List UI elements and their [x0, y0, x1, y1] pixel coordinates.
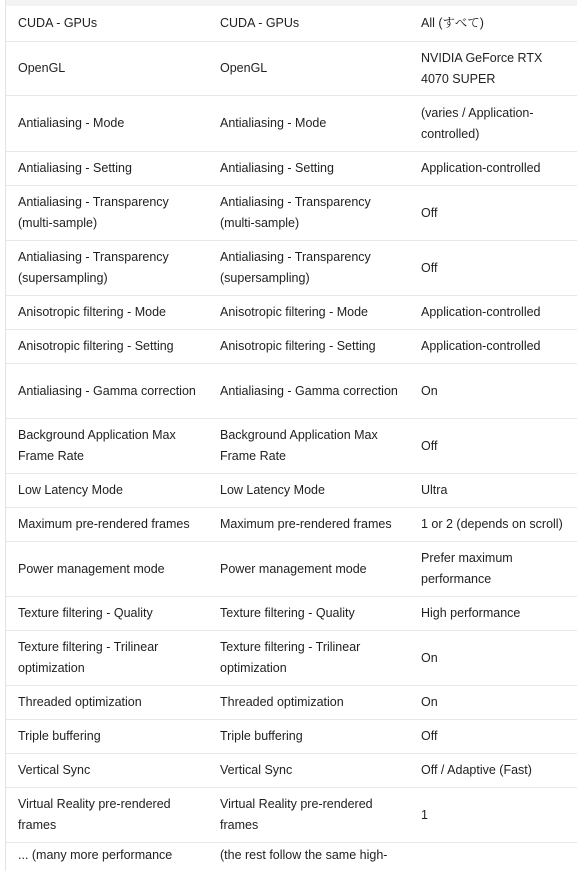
row-setting-name: Vertical Sync	[18, 763, 91, 777]
row-setting-name: OpenGL	[18, 61, 66, 75]
row-setting-name-copy: Texture filtering - Trilinear optimization	[220, 640, 361, 675]
row-setting-name-copy: CUDA - GPUs	[220, 16, 300, 30]
table-row	[6, 843, 577, 871]
table-row	[6, 330, 577, 364]
row-setting-name: Triple buffering	[18, 729, 101, 743]
row-setting-name-copy: Vertical Sync	[220, 763, 293, 777]
row-setting-name-copy: Antialiasing - Gamma correction	[220, 383, 398, 398]
table-row	[6, 754, 577, 788]
row-setting-name: Virtual Reality pre-rendered frames	[18, 797, 171, 832]
row-setting-value: Application-controlled	[421, 161, 541, 175]
row-setting-name: Texture filtering - Trilinear optimization	[18, 640, 159, 675]
row-setting-name: Texture filtering - Quality	[18, 606, 153, 620]
table-row	[6, 186, 577, 241]
row-setting-name: CUDA - GPUs	[18, 16, 98, 30]
row-setting-value: Ultra	[421, 483, 448, 497]
row-setting-name: Anisotropic filtering - Mode	[18, 305, 166, 319]
row-setting-name-copy: OpenGL	[220, 61, 268, 75]
row-setting-name: Antialiasing - Mode	[18, 116, 125, 130]
row-setting-name: Maximum pre-rendered frames	[18, 517, 190, 531]
row-setting-value: Off	[421, 260, 438, 275]
row-setting-value: Off / Adaptive (Fast)	[421, 763, 532, 777]
row-setting-value: (varies / Application-controlled)	[421, 105, 534, 141]
row-setting-name: Antialiasing - Transparency (supersampling)	[18, 250, 169, 285]
row-setting-name-copy: Power management mode	[220, 561, 367, 576]
table-row	[6, 42, 577, 96]
row-setting-name-copy: Antialiasing - Transparency (supersampling)	[220, 250, 371, 285]
row-setting-value: On	[421, 695, 438, 709]
row-setting-value: Off	[421, 205, 438, 220]
row-setting-name-copy: Anisotropic filtering - Mode	[220, 305, 368, 319]
row-setting-value: Application-controlled	[421, 339, 541, 353]
row-setting-value: NVIDIA GeForce RTX 4070 SUPER	[421, 50, 543, 86]
row-setting-name: Threaded optimization	[18, 695, 142, 709]
row-setting-name: Power management mode	[18, 561, 165, 576]
table-row	[6, 96, 577, 152]
table-row	[6, 631, 577, 686]
row-setting-name: Antialiasing - Gamma correction	[18, 383, 196, 398]
row-setting-name: Low Latency Mode	[18, 483, 123, 497]
table-row	[6, 474, 577, 508]
row-setting-value: Prefer maximum performance	[421, 551, 513, 586]
row-setting-name-copy: Background Application Max Frame Rate	[220, 428, 378, 463]
row-setting-name-copy: Antialiasing - Mode	[220, 116, 327, 130]
table-row	[6, 686, 577, 720]
row-setting-name-copy: Triple buffering	[220, 729, 303, 743]
row-setting-name-copy: Antialiasing - Transparency (multi-sample)	[220, 195, 371, 230]
row-setting-value: 1 or 2 (depends on scroll)	[421, 517, 563, 531]
row-setting-value: Off	[421, 438, 438, 453]
row-setting-value: High performance	[421, 606, 521, 620]
table-row	[6, 788, 577, 843]
row-setting-name-copy: Threaded optimization	[220, 695, 344, 709]
row-setting-name-copy: Virtual Reality pre-rendered frames	[220, 797, 373, 832]
table-row	[6, 364, 577, 419]
row-setting-name: Background Application Max Frame Rate	[18, 428, 176, 463]
table-row	[6, 152, 577, 186]
row-setting-name-copy: Anisotropic filtering - Setting	[220, 339, 376, 353]
row-setting-name-copy: (the rest follow the same high-	[220, 848, 388, 862]
row-setting-value: All (すべて)	[421, 16, 484, 30]
row-setting-name: ... (many more performance	[18, 848, 173, 862]
row-setting-value: 1	[421, 807, 428, 822]
table-row	[6, 296, 577, 330]
row-setting-name-copy: Antialiasing - Setting	[220, 161, 334, 175]
table-row	[6, 720, 577, 754]
row-setting-name-copy: Low Latency Mode	[220, 483, 325, 497]
row-setting-name-copy: Maximum pre-rendered frames	[220, 517, 392, 531]
table-row	[6, 241, 577, 296]
table-row	[6, 542, 577, 597]
row-setting-value: On	[421, 383, 438, 398]
row-setting-value: Off	[421, 729, 438, 743]
row-setting-name: Antialiasing - Transparency (multi-sample)	[18, 195, 169, 230]
row-setting-name-copy: Texture filtering - Quality	[220, 606, 355, 620]
table-row	[6, 597, 577, 631]
settings-comparison-table	[6, 6, 577, 871]
row-setting-value: On	[421, 650, 438, 665]
table-row	[6, 6, 577, 42]
table-row	[6, 508, 577, 542]
table-row	[6, 419, 577, 474]
row-setting-value: Application-controlled	[421, 305, 541, 319]
row-setting-name: Antialiasing - Setting	[18, 161, 132, 175]
row-setting-name: Anisotropic filtering - Setting	[18, 339, 174, 353]
